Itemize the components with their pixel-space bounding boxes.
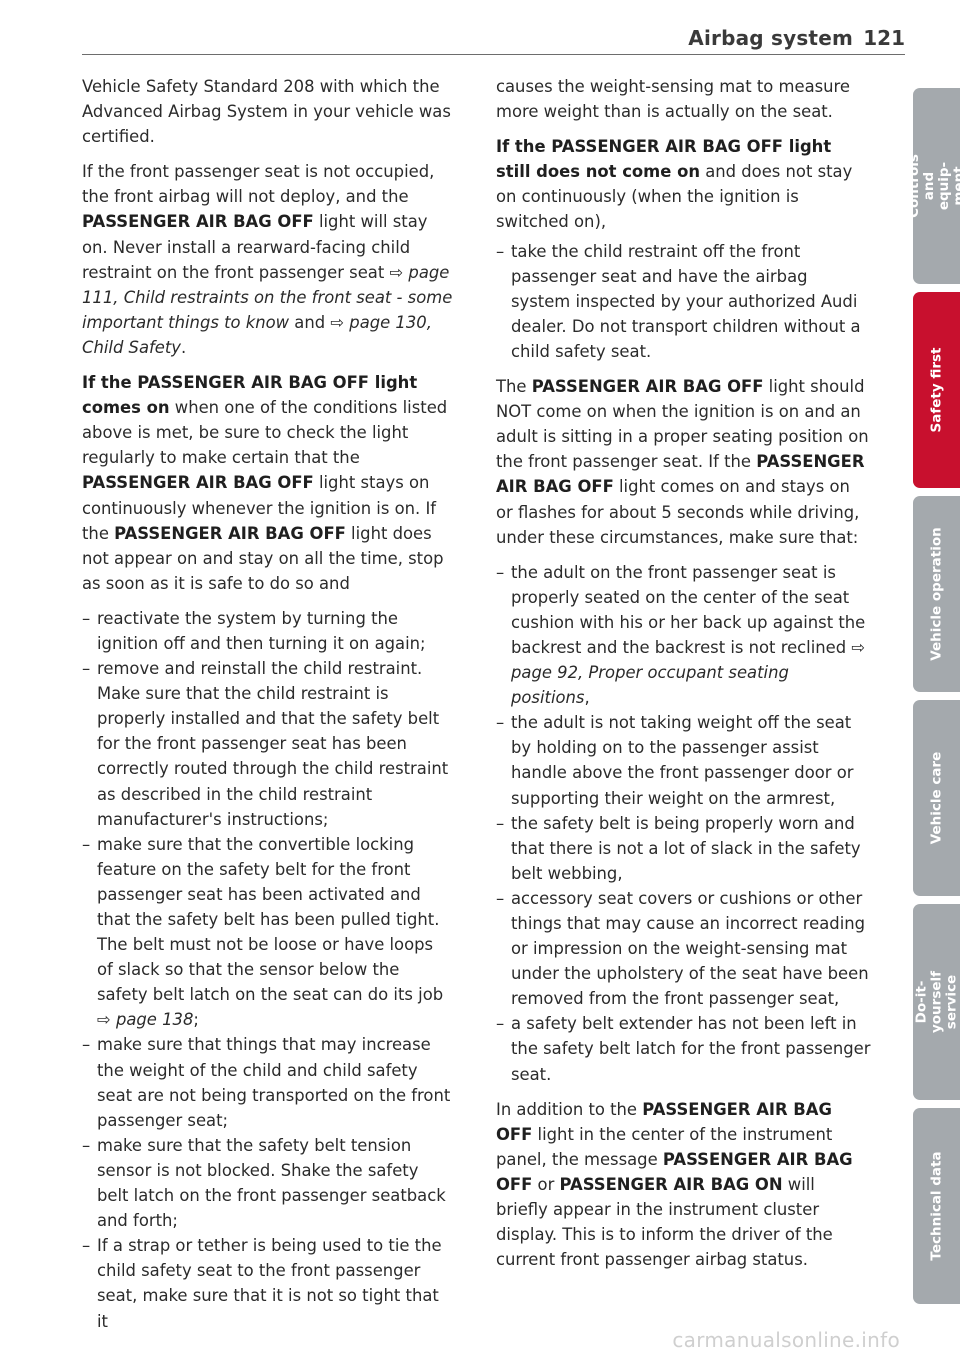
list-item: – the adult on the front passenger seat is properly seated on the center of the seat cushion with his or her back up against the backrest and the backrest is not reclined ⇨ page 92, Proper occupant seating positions, — [496, 560, 871, 711]
list-item: – make sure that the safety belt tension sensor is not blocked. Shake the safety belt latch on the front passenger seatback and forth; — [82, 1133, 454, 1233]
warning-light-name: PASSENGER AIR BAG OFF — [82, 473, 314, 493]
list-item: – reactivate the system by turning the ignition off and then turning it on again; — [82, 606, 454, 656]
list-item: – make sure that the convertible locking feature on the safety belt for the front passenger seat has been activated and that the safety belt has been pulled tight. The belt must not be loose or have loops of slack so that the sensor below the safety belt latch on the seat can do its job ⇨ page 138; — [82, 832, 454, 1033]
list-item: – If a strap or tether is being used to tie the child safety seat to the front passenger seat, make sure that it is not so tight that it — [82, 1233, 454, 1333]
dash-bullet: – — [496, 1014, 505, 1034]
list-item: – take the child restraint off the front passenger seat and have the airbag system inspected by your authorized Audi dealer. Do not transport children without a child safety seat. — [496, 239, 871, 364]
dash-bullet: – — [82, 834, 91, 854]
cluster-message-off: PASSENGER AIR BAG OFF — [496, 1149, 853, 1194]
check-list — [496, 560, 871, 1087]
dash-bullet: – — [82, 1236, 91, 1256]
page-reference-link[interactable]: ⇨ page 130, Child Safety — [82, 312, 432, 357]
warning-light-name: PASSENGER AIR BAG OFF — [114, 523, 346, 543]
tab-controls-and-equipment[interactable] — [905, 88, 967, 284]
tab-label: Safety first — [928, 347, 944, 433]
warning-light-name: PASSENGER AIR BAG OFF — [496, 452, 865, 497]
tab-do-it-yourself-service[interactable] — [913, 904, 960, 1100]
tab-safety-first[interactable] — [913, 292, 960, 488]
dash-bullet: – — [82, 1035, 91, 1055]
action-list — [82, 606, 454, 1334]
dash-bullet: – — [496, 888, 505, 908]
paragraph-lead: If the PASSENGER AIR BAG OFF light comes on — [82, 373, 418, 418]
page-reference-link[interactable]: ⇨ page 138 — [97, 1010, 194, 1030]
dash-bullet: – — [82, 608, 91, 628]
right-column — [496, 74, 871, 1282]
dash-bullet: – — [82, 659, 91, 679]
list-item: – a safety belt extender has not been left in the safety belt latch for the front passenger seat. — [496, 1011, 871, 1086]
warning-light-name: PASSENGER AIR BAG OFF — [496, 1099, 832, 1144]
list-item: – the adult is not taking weight off the seat by holding on to the passenger assist handle above the front passenger door or supporting their weight on the armrest, — [496, 710, 871, 810]
paragraph-lead: If the PASSENGER AIR BAG OFF light still does not come on — [496, 137, 832, 182]
list-item: – accessory seat covers or cushions or other things that may cause an incorrect reading or impression on the weight-sensing mat under the upholstery of the seat have been removed from the front passenger seat, — [496, 886, 871, 1011]
tab-label: Controls and equip- ment — [905, 154, 967, 218]
tab-vehicle-operation[interactable] — [913, 496, 960, 692]
dash-bullet: – — [496, 562, 505, 582]
list-item: – make sure that things that may increase the weight of the child and child safety seat are not being transported on the front passenger seat; — [82, 1032, 454, 1132]
paragraph-adult-seated: The PASSENGER AIR BAG OFF light should NOT come on when the ignition is on and an adult is sitting in a proper seating position on the front passenger seat. If the PASSENGER AIR BAG OFF light comes on and stays on or flashes for about 5 seconds while driving, under these circumstances, make sure that: — [496, 377, 869, 547]
action-list — [496, 239, 871, 364]
paragraph-light-still-off: If the PASSENGER AIR BAG OFF light still does not come on and does not stay on continuously (when the ignition is switched on), — [496, 137, 853, 232]
page-header — [82, 20, 905, 55]
list-item: – the safety belt is being properly worn and that there is not a lot of slack in the safety belt webbing, — [496, 811, 871, 886]
tab-label: Technical data — [928, 1151, 944, 1261]
page-number: 121 — [863, 26, 905, 50]
tab-label: Do-it-yourself service — [913, 970, 959, 1034]
list-item: – remove and reinstall the child restraint. Make sure that the child restraint is properly installed and that the safety belt for the front passenger seat has been correctly routed through the child restraint as described in the child restraint manufacturer's instructions; — [82, 656, 454, 832]
tab-vehicle-care[interactable] — [913, 700, 960, 896]
dash-bullet: – — [82, 1135, 91, 1155]
warning-light-name: PASSENGER AIR BAG OFF — [82, 212, 314, 232]
dash-bullet: – — [496, 713, 505, 733]
page-reference-link[interactable]: ⇨ page 92, Proper occupant seating positions — [511, 637, 866, 708]
paragraph-light-comes-on: If the PASSENGER AIR BAG OFF light comes on when one of the conditions listed above is met, be sure to check the light regularly to make certain that the PASSENGER AIR BAG OFF light stays on continuously whenever the ignition is on. If the PASSENGER AIR BAG OFF light does not appear on and stay on all the time, stop as soon as it is safe to do so and — [82, 373, 448, 593]
paragraph-seat-not-occupied: If the front passenger seat is not occupied, the front airbag will not deploy, and the PASSENGER AIR BAG OFF light will stay on. Never install a rearward-facing child restraint on the front passenger seat ⇨ page 111, Child restraints on the front seat - some important things to know and ⇨ page 130, Child Safety. — [82, 162, 453, 357]
dash-bullet: – — [496, 241, 505, 261]
watermark-text: carmanualsonline.info — [672, 1328, 900, 1352]
paragraph-standard: Vehicle Safety Standard 208 with which the Advanced Airbag System in your vehicle was certified. — [82, 77, 451, 147]
section-title: Airbag system — [688, 26, 853, 50]
paragraph-continued: causes the weight-sensing mat to measure more weight than is actually on the seat. — [496, 77, 851, 122]
warning-light-name: PASSENGER AIR BAG OFF — [531, 377, 764, 397]
cluster-message-on: PASSENGER AIR BAG ON — [559, 1174, 783, 1194]
tab-technical-data[interactable] — [913, 1108, 960, 1304]
tab-label: Vehicle operation — [928, 527, 944, 661]
left-column — [82, 74, 454, 1344]
dash-bullet: – — [496, 813, 505, 833]
paragraph-cluster-message: In addition to the PASSENGER AIR BAG OFF light in the center of the instrument panel, the message PASSENGER AIR BAG OFF or PASSENGER AIR BAG ON will briefly appear in the instrument cluster display. This is to inform the driver of the current front passenger airbag status. — [496, 1099, 853, 1270]
page-reference-link[interactable]: ⇨ page 111, Child restraints on the front seat - some important things to know — [82, 262, 453, 332]
tab-label: Vehicle care — [928, 751, 944, 845]
